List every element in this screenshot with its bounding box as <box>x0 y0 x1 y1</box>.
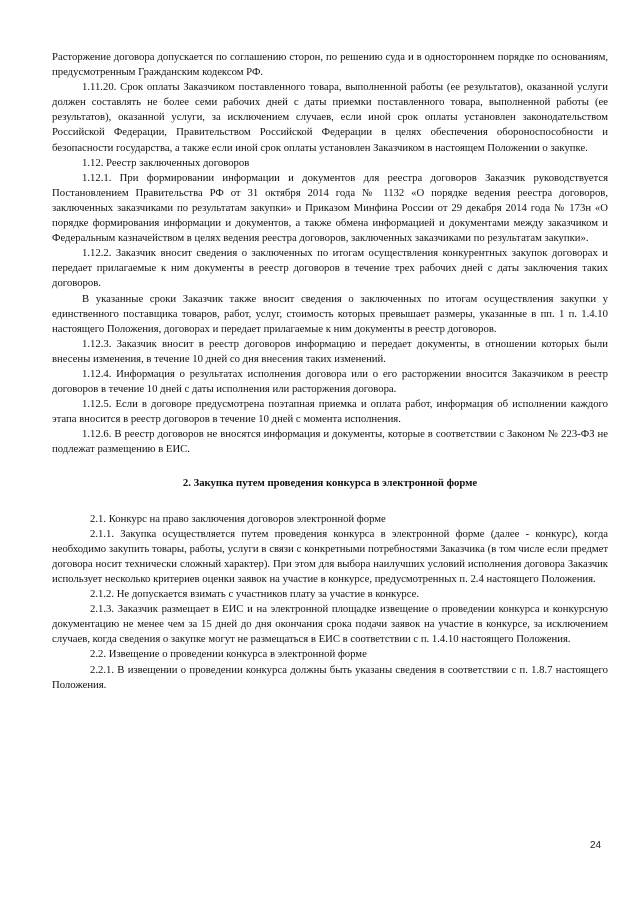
paragraph: 1.12.5. Если в договоре предусмотрена поэтапная приемка и оплата работ, информация об исполнении каждого этапа вносится в реестр договоров в течение 10 дней с момента исполнения. <box>52 398 608 426</box>
paragraph: Расторжение договора допускается по соглашению сторон, по решению суда и в одностороннем порядке по основаниям, предусмотренным Гражданским кодексом РФ. <box>52 51 608 79</box>
paragraph: 1.12.1. При формировании информации и документов для реестра договоров Заказчик руководствуется Постановлением Правительства РФ от 31 октября 2014 года № 1132 «О порядке ведения реестра договоров, заключенных заказчиками по результатам закупки» и Приказом Минфина России от 29 декабря 2014 года № 173н «О порядке формирования информации и документов, а также обмена информацией и документами между заказчиком и Федеральным казначейством в целях ведения реестра договоров, заключенных заказчиками по результатам закупки». <box>52 171 608 245</box>
subsection-title: 1.12. Реестр заключенных договоров <box>82 156 250 169</box>
paragraph: 2.1.2. Не допускается взимать с участников плату за участие в конкурсе. <box>90 588 420 601</box>
paragraph: В указанные сроки Заказчик также вносит сведения о заключенных по итогам осуществления закупки у единственного поставщика товаров, работ, услуг, стоимость которых превышает размеры, указанные в пп. 1 п. 1.4.10 настоящего Положения, договорах и передает прилагаемые к ним документы в реестр договоров. <box>52 292 608 335</box>
subsection-title: 2.1. Конкурс на право заключения договоров электронной форме <box>90 512 386 525</box>
subsection-title: 2.2. Извещение о проведении конкурса в электронной форме <box>90 648 367 661</box>
paragraph: 1.12.2. Заказчик вносит сведения о заключенных по итогам осуществления конкурентных закупок договорах и передает прилагаемые к ним документы в реестр договоров в течение трех рабочих дней с даты заключения таких договоров. <box>52 247 608 290</box>
paragraph: 1.11.20. Срок оплаты Заказчиком поставленного товара, выполненной работы (ее результатов), оказанной услуги должен составлять не более семи рабочих дней с даты приемки поставленного товара, выполненной работы (ее результатов), оказанной услуги, за исключением случаев, если иной срок оплаты установлен законодательством Российской Федерации, Правительством Российской Федерации в целях обеспечения обороноспособности и безопасности государства, а также если иной срок оплаты установлен Заказчиком в настоящем Положении о закупке. <box>52 81 608 154</box>
paragraph: 2.1.3. Заказчик размещает в ЕИС и на электронной площадке извещение о проведении конкурса и конкурсную документацию не менее чем за 15 дней до дня окончания срока подачи заявок на участие в конкурсе, за исключением случаев, когда сведения о закупке могут не размещаться в ЕИС в соответствии с п. 1.4.10 настоящего Положения. <box>52 603 608 646</box>
paragraph: 2.2.1. В извещении о проведении конкурса должны быть указаны сведения в соответствии с п. 1.8.7 настоящего Положения. <box>52 663 608 691</box>
page-number: 24 <box>590 840 602 851</box>
paragraph: 1.12.4. Информация о результатах исполнения договора или о его расторжении вносится Заказчиком в реестр договоров в течение 10 дней с даты исполнения или расторжения договора. <box>52 367 608 396</box>
paragraph: 1.12.6. В реестр договоров не вносятся информация и документы, которые в соответствии с Законом № 223-ФЗ не подлежат размещению в ЕИС. <box>52 428 608 456</box>
paragraph: 1.12.3. Заказчик вносит в реестр договоров информацию и передает документы, в отношении которых были внесены изменения, в течение 10 дней со дня внесения таких изменений. <box>52 337 608 365</box>
paragraph: 2.1.1. Закупка осуществляется путем проведения конкурса в электронной форме (далее - конкурс), когда необходимо закупить товары, работы, услуги в связи с конкретными потребностями Заказчика (в том числе если предмет договора носит технически сложный характер). При этом для выбора наилучших условий исполнения договора Заказчик использует несколько критериев оценки заявок на участие в конкурсе, предусмотренных п. 2.4 настоящего Положения. <box>52 527 608 585</box>
section-heading: 2. Закупка путем проведения конкурса в электронной форме <box>182 476 478 489</box>
page-content <box>52 50 608 693</box>
